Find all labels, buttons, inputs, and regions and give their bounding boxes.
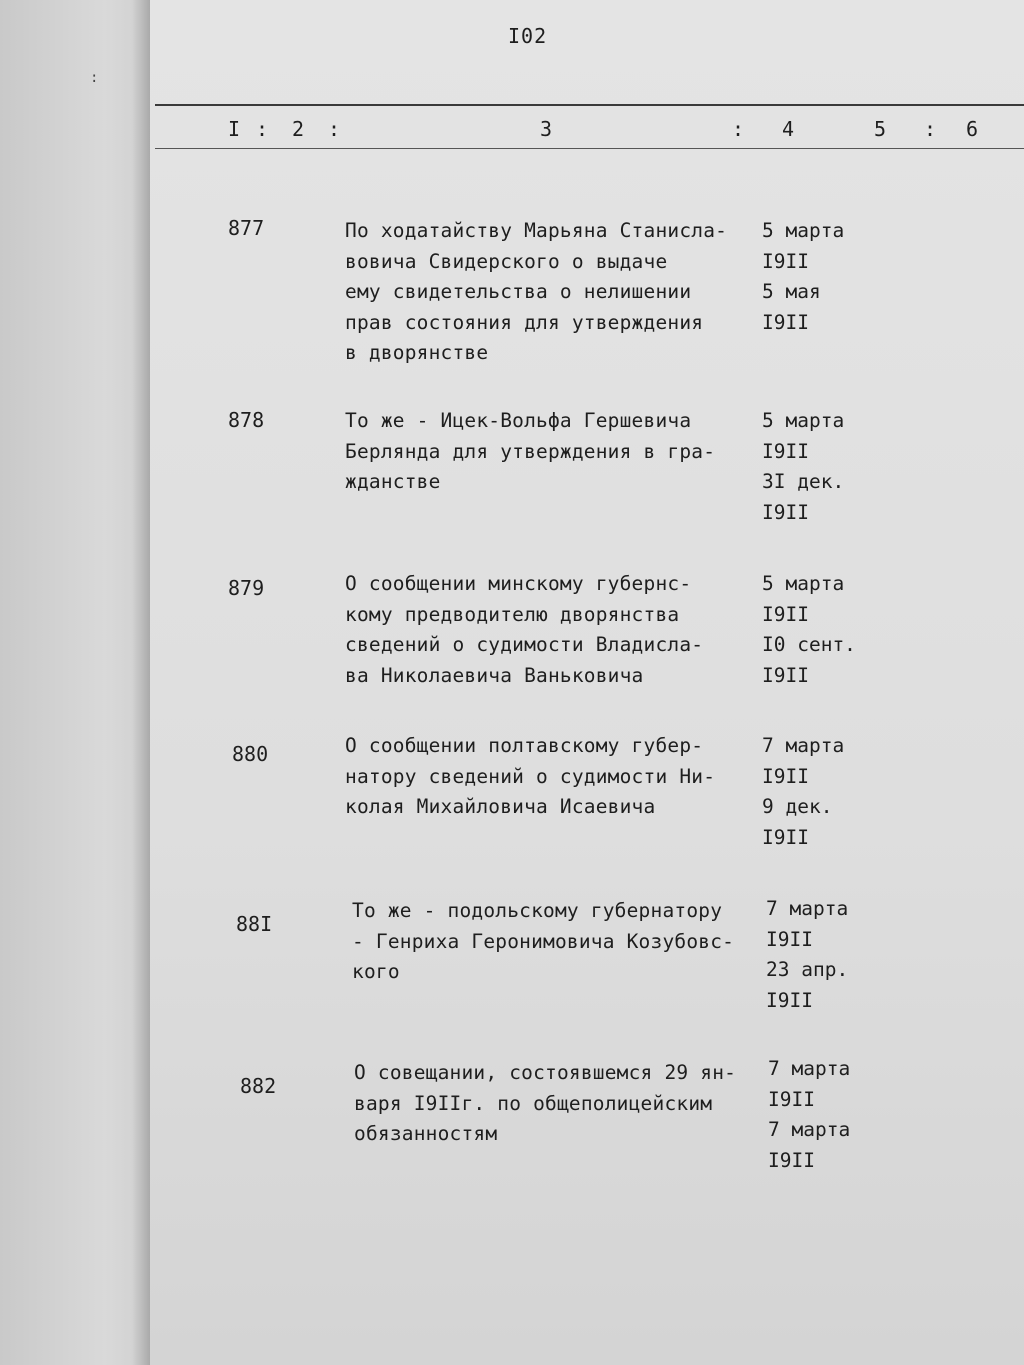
entry-dates: 7 марта I9II 9 дек. I9II <box>762 734 845 849</box>
page-fold-shadow <box>132 0 150 1365</box>
column-separator: : <box>256 117 269 141</box>
page-number: I02 <box>508 24 548 48</box>
entry-description: О совещании, состоявшемся 29 ян- варя I9IIг. по общеполицейским обязанностям <box>354 1061 737 1145</box>
facing-page-edge <box>0 0 150 1365</box>
entry-description: То же - подольскому губернатору - Генриха Геронимовича Козубовс- кого <box>352 899 735 983</box>
entry-dates: 7 марта I9II 23 апр. I9II <box>766 897 849 1012</box>
header-bottom-rule <box>155 148 1024 149</box>
entry-dates: 5 марта I9II I0 сент. I9II <box>762 572 856 687</box>
entry-dates: 7 марта I9II 7 марта I9II <box>768 1057 851 1172</box>
column-separator: : <box>328 117 341 141</box>
entry-number: 882 <box>240 1074 277 1098</box>
column-header-5: 5 <box>874 117 887 141</box>
entry-description: О сообщении полтавскому губер- натору сведений о судимости Ни- колая Михайловича Исаевича <box>345 734 716 818</box>
entry-number: 878 <box>228 408 265 432</box>
entry-number: 879 <box>228 576 265 600</box>
column-header-4: 4 <box>782 117 795 141</box>
entry-description: То же - Ицек-Вольфа Гершевича Берлянда для утверждения в гра- жданстве <box>345 409 716 493</box>
entry-number: 88I <box>236 912 273 936</box>
column-header-6: 6 <box>966 117 979 141</box>
entry-dates: 5 марта I9II 5 мая I9II <box>762 219 845 334</box>
entry-description: По ходатайству Марьяна Станисла- вовича Свидерского о выдаче ему свидетельства о нелишении прав состояния для утверждения в дворянстве <box>345 219 728 364</box>
column-separator: : <box>924 117 937 141</box>
column-header-3: 3 <box>540 117 553 141</box>
entry-number: 880 <box>232 742 269 766</box>
entry-description: О сообщении минскому губернс- кому предводителю дворянства сведений о судимости Владисла- ва Николаевича Ваньковича <box>345 572 704 687</box>
entry-number: 877 <box>228 216 265 240</box>
column-header-2: 2 <box>292 117 305 141</box>
column-separator: : <box>732 117 745 141</box>
header-top-rule <box>155 104 1024 106</box>
column-header-1: I <box>228 117 241 141</box>
entry-dates: 5 марта I9II 3I дек. I9II <box>762 409 845 524</box>
margin-mark: : <box>90 70 99 86</box>
